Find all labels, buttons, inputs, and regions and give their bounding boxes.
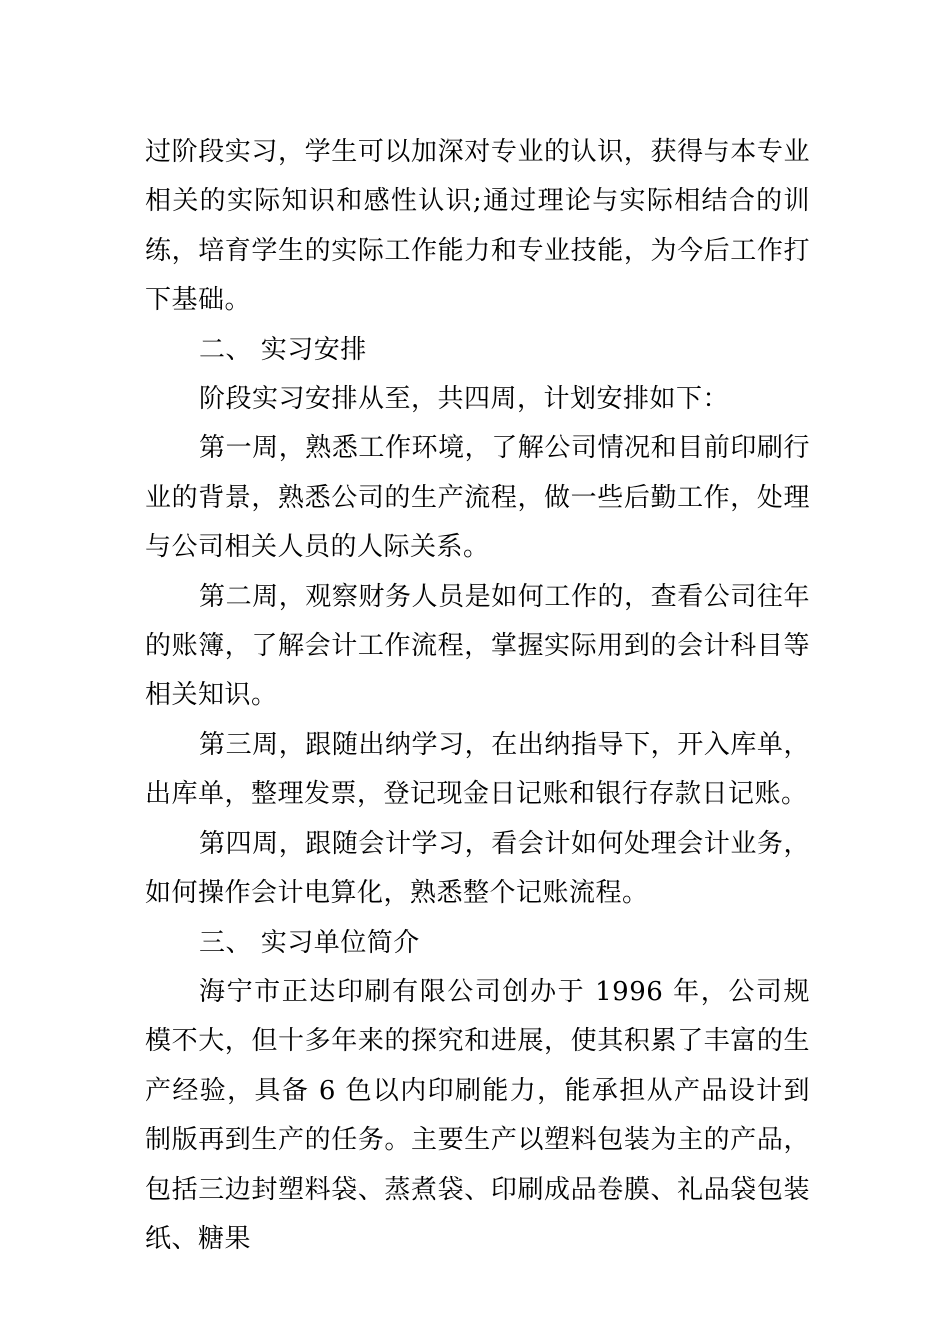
paragraph-company-description: 海宁市正达印刷有限公司创办于 1996 年，公司规模不大，但十多年来的探究和进展，使其积累了丰富的生产经验，具备 6 色以内印刷能力，能承担从产品设计到制版再到生产的任务。主要生产以塑料包装为主的产品，包括三边封塑料袋、蒸煮袋、印刷成品卷膜、礼品袋包装纸、糖果 <box>145 976 810 1254</box>
paragraph-schedule-intro: 阶段实习安排从至，共四周，计划安排如下： <box>199 384 730 415</box>
document-body <box>145 128 810 1264</box>
section-heading-internship-arrangement: 二、 实习安排 <box>199 334 367 365</box>
paragraph-week-one: 第一周，熟悉工作环境，了解公司情况和目前印刷行业的背景，熟悉公司的生产流程，做一些后勤工作，处理与公司相关人员的人际关系。 <box>145 433 810 563</box>
section-heading-company-intro: 三、 实习单位简介 <box>199 927 420 958</box>
paragraph-week-two: 第二周，观察财务人员是如何工作的，查看公司往年的账簿，了解会计工作流程，掌握实际用到的会计科目等相关知识。 <box>145 581 810 711</box>
paragraph-week-three: 第三周，跟随出纳学习，在出纳指导下，开入库单，出库单，整理发票，登记现金日记账和银行存款日记账。 <box>145 729 810 810</box>
paragraph-internship-purpose: 过阶段实习，学生可以加深对专业的认识，获得与本专业相关的实际知识和感性认识;通过理论与实际相结合的训练，培育学生的实际工作能力和专业技能，为今后工作打下基础。 <box>145 137 810 316</box>
paragraph-week-four: 第四周，跟随会计学习，看会计如何处理会计业务，如何操作会计电算化，熟悉整个记账流程。 <box>145 828 810 909</box>
